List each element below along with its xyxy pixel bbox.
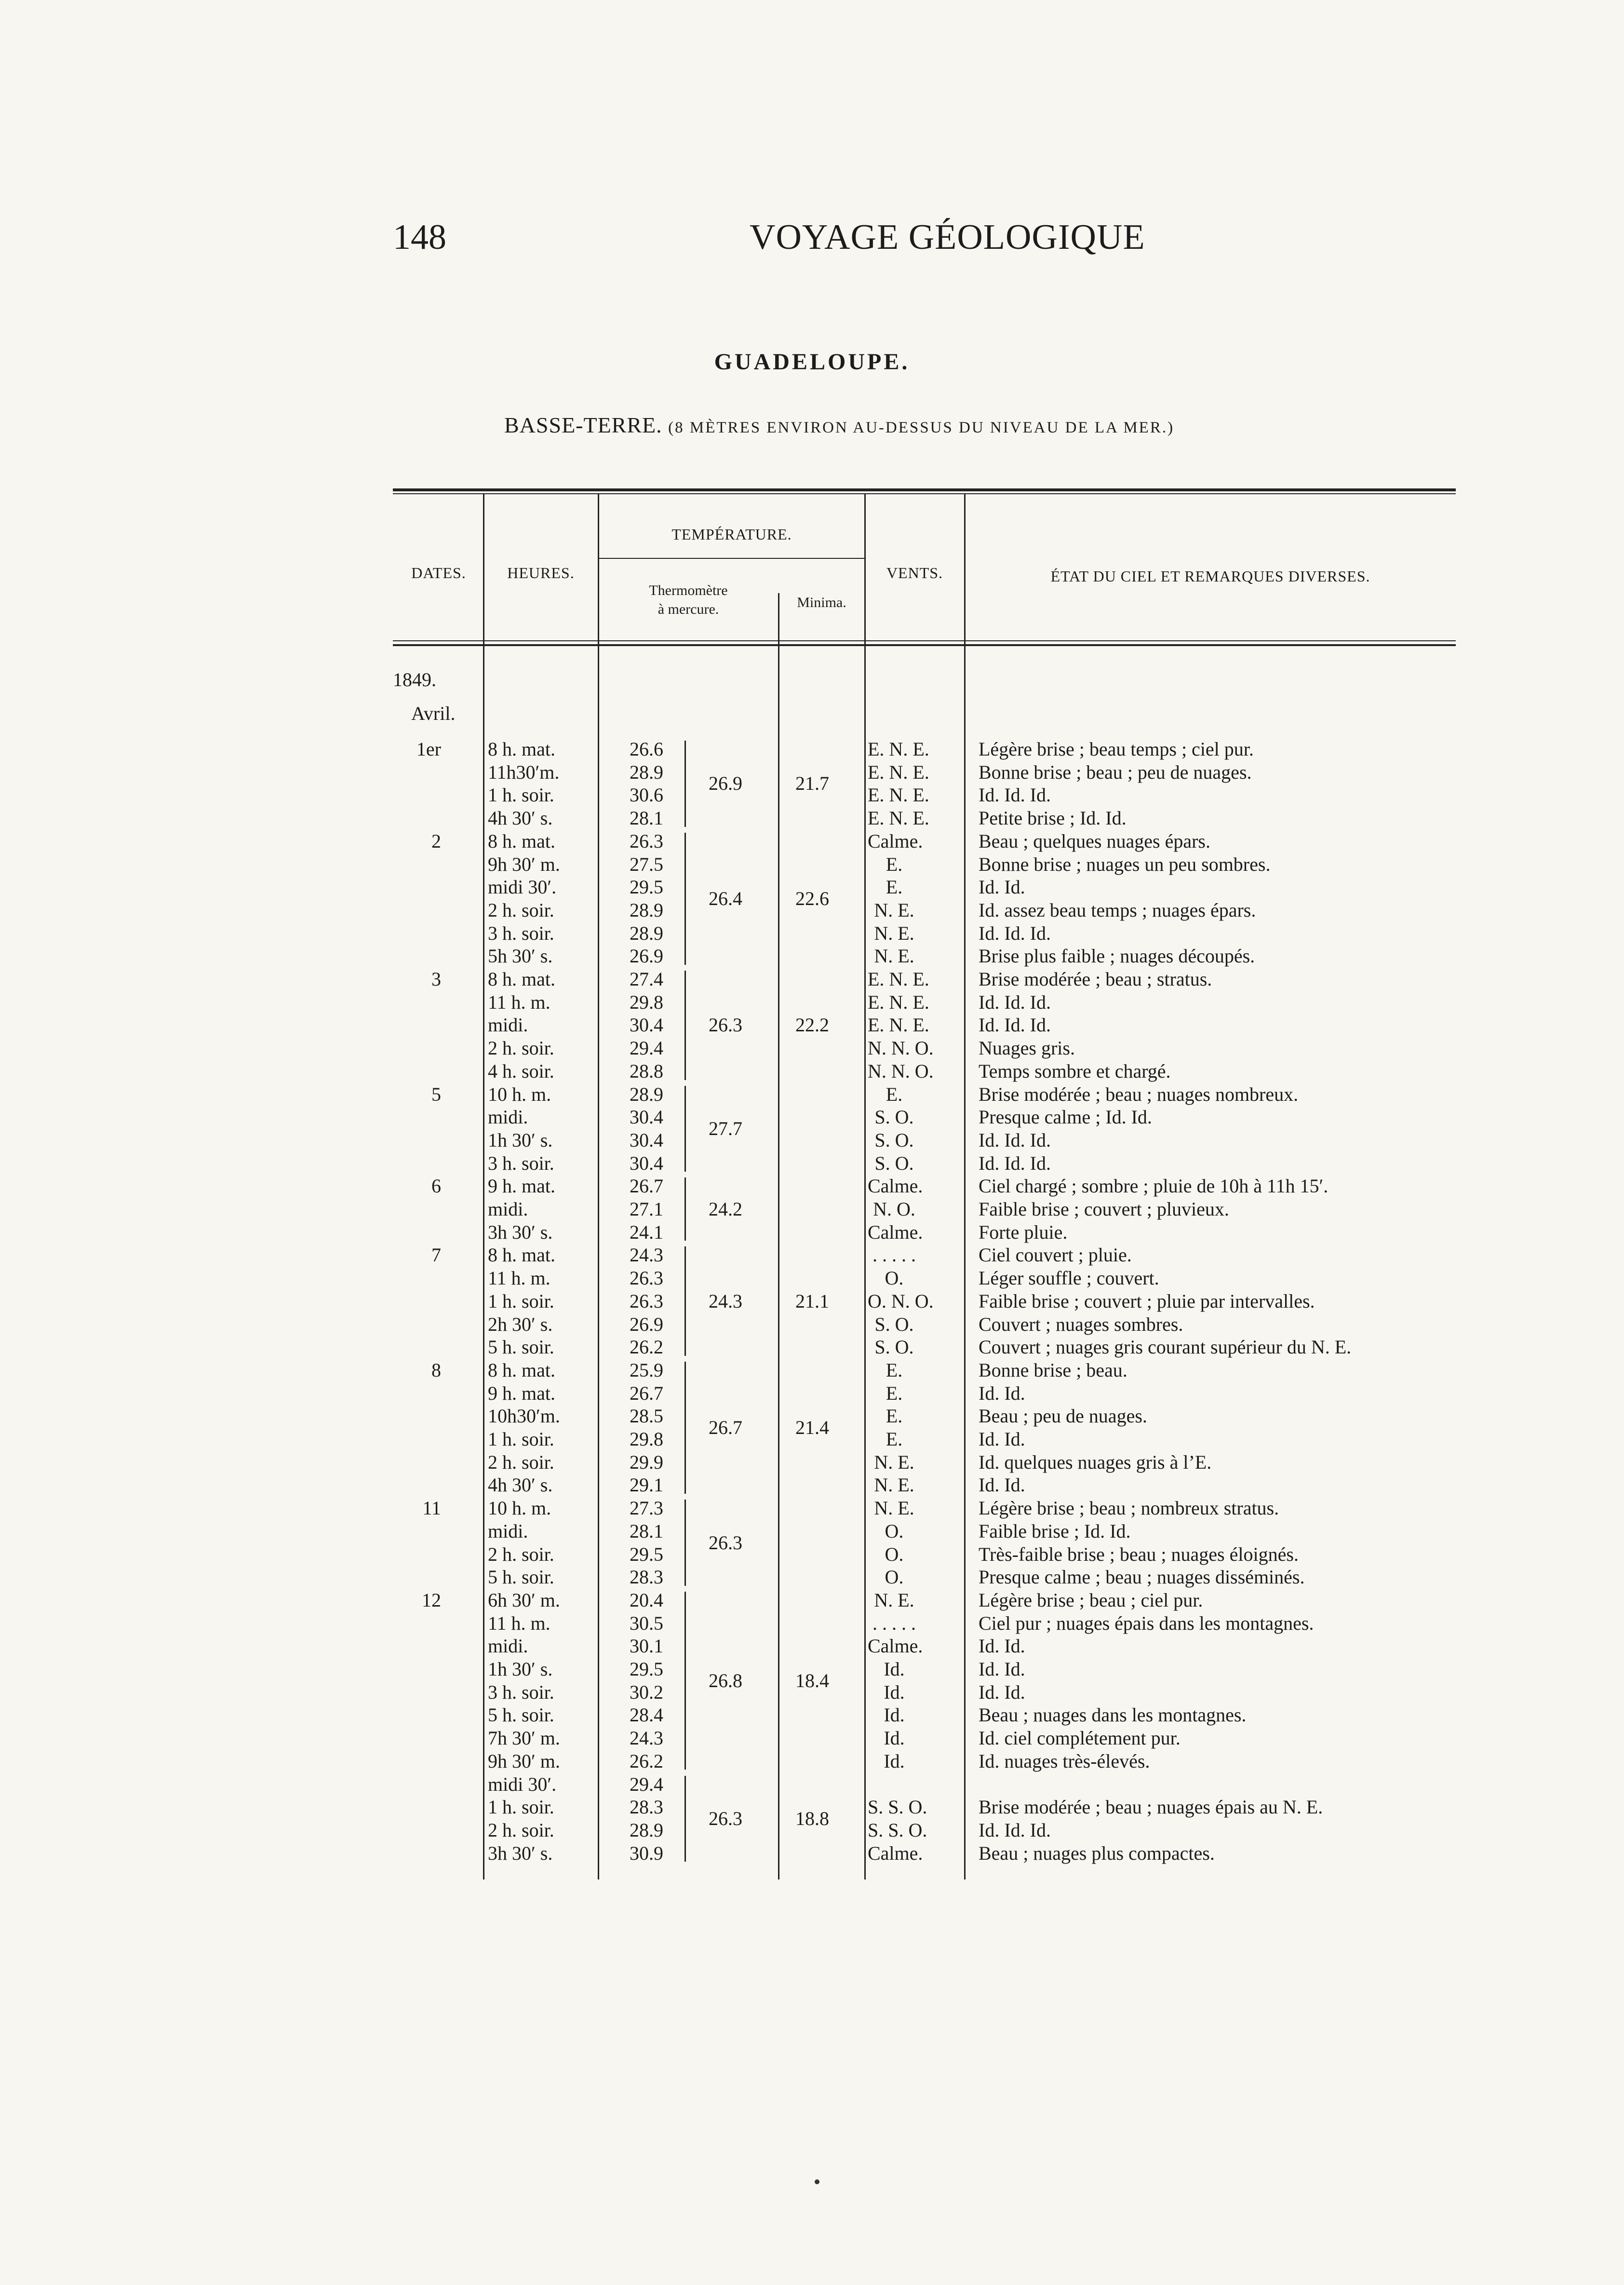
month-label: Avril. bbox=[411, 703, 456, 724]
row-thermometre: 28.8 bbox=[630, 1060, 663, 1082]
row-vent: Id. bbox=[884, 1727, 905, 1749]
day-mean-temperature: 26.3 bbox=[709, 1531, 742, 1554]
row-etat: Id. Id. Id. bbox=[979, 784, 1051, 806]
row-thermometre: 29.1 bbox=[630, 1474, 663, 1496]
row-thermometre: 30.2 bbox=[630, 1681, 663, 1703]
row-heure: 8 h. mat. bbox=[488, 830, 555, 852]
row-heure: midi. bbox=[488, 1014, 528, 1036]
day-brace bbox=[684, 1500, 693, 1586]
row-thermometre: 29.4 bbox=[630, 1037, 663, 1059]
row-thermometre: 26.2 bbox=[630, 1336, 663, 1358]
row-etat: Petite brise ; Id. Id. bbox=[979, 807, 1127, 829]
row-thermometre: 30.9 bbox=[630, 1842, 663, 1864]
page-title: VOYAGE GÉOLOGIQUE bbox=[750, 217, 1145, 257]
row-thermometre: 24.3 bbox=[630, 1244, 663, 1266]
header-vents: VENTS. bbox=[886, 564, 943, 581]
row-date: 2 bbox=[431, 830, 441, 852]
header-thermometre-line2: à mercure. bbox=[658, 601, 719, 617]
row-thermometre: 26.3 bbox=[630, 1267, 663, 1289]
day-brace bbox=[684, 833, 693, 965]
row-heure: 3 h. soir. bbox=[488, 1152, 554, 1174]
row-vent: N. E. bbox=[874, 922, 914, 944]
day-mean-temperature: 24.3 bbox=[709, 1290, 742, 1312]
header-dates: DATES. bbox=[411, 564, 466, 581]
row-heure: 1 h. soir. bbox=[488, 1796, 554, 1818]
col-rule-minima bbox=[864, 494, 866, 1879]
row-vent: Calme. bbox=[868, 1175, 923, 1197]
row-etat: Id. Id. Id. bbox=[979, 1152, 1051, 1174]
row-heure: 11 h. m. bbox=[488, 991, 550, 1013]
header-minima: Minima. bbox=[797, 595, 846, 610]
row-heure: 9h 30′ m. bbox=[488, 853, 560, 875]
row-etat: Légère brise ; beau temps ; ciel pur. bbox=[979, 738, 1254, 760]
row-thermometre: 30.4 bbox=[630, 1014, 663, 1036]
row-vent: S. O. bbox=[874, 1152, 914, 1174]
row-etat: Faible brise ; couvert ; pluvieux. bbox=[979, 1198, 1229, 1220]
row-heure: 5 h. soir. bbox=[488, 1336, 554, 1358]
row-etat: Léger souffle ; couvert. bbox=[979, 1267, 1159, 1289]
row-heure: 7h 30′ m. bbox=[488, 1727, 560, 1749]
sublocation-detail: (8 MÈTRES ENVIRON AU-DESSUS DU NIVEAU DE LA MER.) bbox=[668, 419, 1175, 436]
row-thermometre: 26.3 bbox=[630, 1290, 663, 1312]
row-heure: 1 h. soir. bbox=[488, 784, 554, 806]
row-heure: midi 30′. bbox=[488, 876, 557, 898]
row-vent: Calme. bbox=[868, 830, 923, 852]
sublocation-heading bbox=[504, 412, 1174, 438]
col-rule-therm bbox=[778, 593, 779, 1879]
row-etat: Très-faible brise ; beau ; nuages éloignés. bbox=[979, 1543, 1299, 1565]
page-mark bbox=[815, 2179, 819, 2184]
row-heure: midi. bbox=[488, 1635, 528, 1657]
row-vent: E. bbox=[886, 1083, 903, 1105]
header-heures: HEURES. bbox=[507, 564, 575, 581]
row-vent: E. N. E. bbox=[868, 968, 929, 990]
row-thermometre: 29.5 bbox=[630, 876, 663, 898]
row-heure: 5 h. soir. bbox=[488, 1704, 554, 1726]
row-vent: O. N. O. bbox=[868, 1290, 934, 1312]
temperature-brace-rule bbox=[598, 558, 865, 559]
row-heure: 8 h. mat. bbox=[488, 1359, 555, 1381]
row-vent: E. N. E. bbox=[868, 738, 929, 760]
day-mean-temperature: 26.7 bbox=[709, 1417, 742, 1438]
row-vent: Id. bbox=[884, 1681, 905, 1703]
row-thermometre: 26.9 bbox=[630, 945, 663, 967]
row-thermometre: 28.9 bbox=[630, 1083, 663, 1105]
header-temperature: TEMPÉRATURE. bbox=[671, 526, 792, 543]
row-heure: 3h 30′ s. bbox=[488, 1221, 553, 1243]
row-heure: 10 h. m. bbox=[488, 1083, 551, 1105]
row-thermometre: 30.4 bbox=[630, 1106, 663, 1128]
row-thermometre: 30.4 bbox=[630, 1129, 663, 1151]
row-heure: 10 h. m. bbox=[488, 1497, 551, 1519]
row-etat: Nuages gris. bbox=[979, 1037, 1075, 1059]
row-thermometre: 20.4 bbox=[630, 1589, 663, 1611]
row-etat: Id. Id. bbox=[979, 1681, 1025, 1703]
row-vent: N. E. bbox=[874, 1451, 914, 1473]
row-thermometre: 26.9 bbox=[630, 1313, 663, 1335]
row-heure: 8 h. mat. bbox=[488, 738, 555, 760]
row-heure: midi. bbox=[488, 1520, 528, 1542]
row-vent: E. bbox=[886, 853, 903, 875]
row-thermometre: 28.9 bbox=[630, 1819, 663, 1841]
row-thermometre: 30.5 bbox=[630, 1612, 663, 1634]
row-date: 8 bbox=[431, 1359, 441, 1381]
row-heure: 9h 30′ m. bbox=[488, 1750, 560, 1772]
row-thermometre: 30.6 bbox=[630, 784, 663, 806]
row-etat: Beau ; peu de nuages. bbox=[979, 1405, 1147, 1427]
row-vent: S. S. O. bbox=[868, 1796, 927, 1818]
row-etat: Id. Id. Id. bbox=[979, 1129, 1051, 1151]
sublocation-main: BASSE-TERRE. bbox=[504, 413, 662, 437]
row-thermometre: 28.9 bbox=[630, 922, 663, 944]
row-vent: S. O. bbox=[874, 1336, 914, 1358]
row-heure: 3 h. soir. bbox=[488, 1681, 554, 1703]
row-thermometre: 29.5 bbox=[630, 1543, 663, 1565]
row-date: 3 bbox=[431, 968, 441, 990]
row-etat: Id. Id. bbox=[979, 1658, 1025, 1680]
header-bottom-rule bbox=[393, 644, 1456, 646]
row-heure: 4h 30′ s. bbox=[488, 1474, 553, 1496]
row-thermometre: 29.9 bbox=[630, 1451, 663, 1473]
location-heading: GUADELOUPE. bbox=[714, 349, 910, 375]
row-vent: Id. bbox=[884, 1658, 905, 1680]
day-brace bbox=[684, 1592, 693, 1770]
row-thermometre: 29.5 bbox=[630, 1658, 663, 1680]
row-heure: 3 h. soir. bbox=[488, 922, 554, 944]
row-date: 11 bbox=[422, 1497, 441, 1519]
year-label: 1849. bbox=[393, 669, 436, 690]
row-date: 12 bbox=[422, 1589, 441, 1611]
row-thermometre: 28.1 bbox=[630, 807, 663, 829]
row-vent: Id. bbox=[884, 1750, 905, 1772]
row-vent: E. bbox=[886, 876, 903, 898]
row-etat: Id. Id. Id. bbox=[979, 922, 1051, 944]
row-heure: 11 h. m. bbox=[488, 1612, 550, 1634]
row-vent: . . . . . bbox=[872, 1244, 916, 1266]
row-heure: 3h 30′ s. bbox=[488, 1842, 553, 1864]
row-vent: E. N. E. bbox=[868, 1014, 929, 1036]
row-heure: 4 h. soir. bbox=[488, 1060, 554, 1082]
row-etat: Couvert ; nuages sombres. bbox=[979, 1313, 1183, 1335]
day-mean-temperature: 26.8 bbox=[709, 1669, 742, 1691]
row-vent: O. bbox=[885, 1520, 904, 1542]
row-vent: E. N. E. bbox=[868, 807, 929, 829]
table-top-rule bbox=[393, 488, 1456, 491]
row-etat: Id. quelques nuages gris à l’E. bbox=[979, 1451, 1212, 1473]
row-vent: O. bbox=[885, 1267, 904, 1289]
row-thermometre: 27.3 bbox=[630, 1497, 663, 1519]
row-vent: S. O. bbox=[874, 1106, 914, 1128]
row-heure: 1 h. soir. bbox=[488, 1428, 554, 1450]
row-vent: N. N. O. bbox=[868, 1037, 934, 1059]
row-heure: 10h30′m. bbox=[488, 1405, 560, 1427]
row-etat: Presque calme ; Id. Id. bbox=[979, 1106, 1152, 1128]
row-etat: Bonne brise ; beau. bbox=[979, 1359, 1127, 1381]
row-thermometre: 29.4 bbox=[630, 1773, 663, 1795]
row-thermometre: 26.2 bbox=[630, 1750, 663, 1772]
row-heure: 9 h. mat. bbox=[488, 1175, 555, 1197]
row-vent: S. S. O. bbox=[868, 1819, 927, 1841]
row-etat: Brise modérée ; beau ; nuages nombreux. bbox=[979, 1083, 1299, 1105]
row-etat: Id. Id. bbox=[979, 1635, 1025, 1657]
row-vent: E. N. E. bbox=[868, 761, 929, 783]
row-heure: 2 h. soir. bbox=[488, 1819, 554, 1841]
row-heure: midi 30′. bbox=[488, 1773, 557, 1795]
row-heure: 1h 30′ s. bbox=[488, 1129, 553, 1151]
row-thermometre: 26.7 bbox=[630, 1382, 663, 1404]
row-thermometre: 28.3 bbox=[630, 1796, 663, 1818]
row-thermometre: 27.1 bbox=[630, 1198, 663, 1220]
row-heure: 5h 30′ s. bbox=[488, 945, 553, 967]
row-etat: Id. ciel complétement pur. bbox=[979, 1727, 1181, 1749]
row-thermometre: 24.3 bbox=[630, 1727, 663, 1749]
row-etat: Beau ; nuages plus compactes. bbox=[979, 1842, 1215, 1864]
row-thermometre: 30.1 bbox=[630, 1635, 663, 1657]
row-thermometre: 24.1 bbox=[630, 1221, 663, 1243]
header-thermometre-line1: Thermomètre bbox=[649, 582, 728, 598]
row-heure: 6h 30′ m. bbox=[488, 1589, 560, 1611]
row-thermometre: 26.6 bbox=[630, 738, 663, 760]
row-heure: 11h30′m. bbox=[488, 761, 560, 783]
row-vent: S. O. bbox=[874, 1129, 914, 1151]
row-vent: O. bbox=[885, 1566, 904, 1588]
row-etat: Id. Id. Id. bbox=[979, 991, 1051, 1013]
row-vent: . . . . . bbox=[872, 1612, 916, 1634]
row-vent: S. O. bbox=[874, 1313, 914, 1335]
row-vent: N. N. O. bbox=[868, 1060, 934, 1082]
day-brace bbox=[684, 1362, 693, 1494]
row-date: 5 bbox=[431, 1083, 441, 1105]
day-minimum-temperature: 21.7 bbox=[795, 772, 829, 795]
row-etat: Id. Id. bbox=[979, 876, 1025, 898]
row-vent: E. bbox=[886, 1382, 903, 1404]
row-vent: N. E. bbox=[874, 945, 914, 967]
row-etat: Brise modérée ; beau ; stratus. bbox=[979, 968, 1212, 990]
day-minimum-temperature: 22.6 bbox=[795, 887, 829, 909]
row-etat: Bonne brise ; beau ; peu de nuages. bbox=[979, 761, 1252, 783]
row-date: 7 bbox=[431, 1244, 441, 1266]
row-thermometre: 29.8 bbox=[630, 991, 663, 1013]
header-thermometre bbox=[599, 581, 778, 619]
row-vent: E. N. E. bbox=[868, 991, 929, 1013]
day-minimum-temperature: 21.4 bbox=[795, 1417, 829, 1438]
row-thermometre: 29.8 bbox=[630, 1428, 663, 1450]
day-mean-temperature: 26.4 bbox=[709, 887, 742, 909]
row-vent: E. bbox=[886, 1428, 903, 1450]
row-etat: Beau ; nuages dans les montagnes. bbox=[979, 1704, 1247, 1726]
row-etat: Id. nuages très-élevés. bbox=[979, 1750, 1150, 1772]
row-heure: 4h 30′ s. bbox=[488, 807, 553, 829]
row-etat: Brise plus faible ; nuages découpés. bbox=[979, 945, 1255, 967]
row-etat: Id. Id. bbox=[979, 1428, 1025, 1450]
row-heure: 2 h. soir. bbox=[488, 1543, 554, 1565]
row-thermometre: 27.4 bbox=[630, 968, 663, 990]
row-heure: 2 h. soir. bbox=[488, 1037, 554, 1059]
day-mean-temperature: 26.3 bbox=[709, 1014, 742, 1036]
row-thermometre: 30.4 bbox=[630, 1152, 663, 1174]
row-thermometre: 28.4 bbox=[630, 1704, 663, 1726]
row-vent: E. N. E. bbox=[868, 784, 929, 806]
page-number: 148 bbox=[393, 217, 446, 257]
row-etat: Faible brise ; Id. Id. bbox=[979, 1520, 1131, 1542]
row-vent: E. bbox=[886, 1359, 903, 1381]
col-rule-heures bbox=[598, 494, 599, 1879]
day-mean-temperature: 26.3 bbox=[709, 1807, 742, 1829]
table-top-rule-thin bbox=[393, 493, 1456, 494]
row-thermometre: 27.5 bbox=[630, 853, 663, 875]
row-etat: Brise modérée ; beau ; nuages épais au N. E. bbox=[979, 1796, 1323, 1818]
row-vent: N. E. bbox=[874, 1474, 914, 1496]
day-mean-temperature: 26.9 bbox=[709, 772, 742, 795]
row-heure: 1h 30′ s. bbox=[488, 1658, 553, 1680]
row-thermometre: 28.3 bbox=[630, 1566, 663, 1588]
row-thermometre: 28.1 bbox=[630, 1520, 663, 1542]
row-heure: midi. bbox=[488, 1198, 528, 1220]
header-bottom-rule-thin bbox=[393, 640, 1456, 641]
row-heure: 2h 30′ s. bbox=[488, 1313, 553, 1335]
row-etat: Forte pluie. bbox=[979, 1221, 1068, 1243]
row-heure: 2 h. soir. bbox=[488, 899, 554, 921]
row-thermometre: 26.3 bbox=[630, 830, 663, 852]
day-brace bbox=[684, 1776, 693, 1862]
row-etat: Id. Id. Id. bbox=[979, 1819, 1051, 1841]
day-brace bbox=[684, 741, 693, 827]
row-heure: 9 h. mat. bbox=[488, 1382, 555, 1404]
day-mean-temperature: 27.7 bbox=[709, 1117, 742, 1139]
day-brace bbox=[684, 971, 693, 1080]
row-vent: N. O. bbox=[873, 1198, 915, 1220]
row-thermometre: 28.5 bbox=[630, 1405, 663, 1427]
day-brace bbox=[684, 1086, 693, 1172]
row-etat: Ciel couvert ; pluie. bbox=[979, 1244, 1132, 1266]
row-vent: N. E. bbox=[874, 1497, 914, 1519]
row-vent: Calme. bbox=[868, 1635, 923, 1657]
row-heure: 2 h. soir. bbox=[488, 1451, 554, 1473]
header-etat: ÉTAT DU CIEL ET REMARQUES DIVERSES. bbox=[1050, 568, 1370, 585]
row-heure: 8 h. mat. bbox=[488, 968, 555, 990]
row-etat: Id. Id. Id. bbox=[979, 1014, 1051, 1036]
row-vent: Calme. bbox=[868, 1221, 923, 1243]
day-mean-temperature: 24.2 bbox=[709, 1198, 742, 1220]
day-minimum-temperature: 21.1 bbox=[795, 1290, 829, 1312]
row-etat: Id. assez beau temps ; nuages épars. bbox=[979, 899, 1256, 921]
day-brace bbox=[684, 1246, 693, 1356]
row-thermometre: 28.9 bbox=[630, 899, 663, 921]
row-vent: N. E. bbox=[874, 899, 914, 921]
row-etat: Beau ; quelques nuages épars. bbox=[979, 830, 1210, 852]
row-vent: Id. bbox=[884, 1704, 905, 1726]
col-rule-vents bbox=[964, 494, 966, 1879]
row-etat: Ciel chargé ; sombre ; pluie de 10h à 11h 15′. bbox=[979, 1175, 1329, 1197]
row-etat: Légère brise ; beau ; nombreux stratus. bbox=[979, 1497, 1279, 1519]
row-heure: midi. bbox=[488, 1106, 528, 1128]
row-thermometre: 26.7 bbox=[630, 1175, 663, 1197]
row-etat: Presque calme ; beau ; nuages disséminés. bbox=[979, 1566, 1305, 1588]
day-minimum-temperature: 18.8 bbox=[795, 1807, 829, 1829]
row-etat: Faible brise ; couvert ; pluie par intervalles. bbox=[979, 1290, 1315, 1312]
row-etat: Bonne brise ; nuages un peu sombres. bbox=[979, 853, 1271, 875]
day-brace bbox=[684, 1177, 693, 1241]
row-etat: Id. Id. bbox=[979, 1474, 1025, 1496]
row-vent: O. bbox=[885, 1543, 904, 1565]
row-date: 6 bbox=[431, 1175, 441, 1197]
row-etat: Ciel pur ; nuages épais dans les montagnes. bbox=[979, 1612, 1314, 1634]
row-vent: E. bbox=[886, 1405, 903, 1427]
row-vent: N. E. bbox=[874, 1589, 914, 1611]
day-minimum-temperature: 18.4 bbox=[795, 1669, 829, 1691]
row-heure: 8 h. mat. bbox=[488, 1244, 555, 1266]
row-etat: Temps sombre et chargé. bbox=[979, 1060, 1171, 1082]
row-etat: Id. Id. bbox=[979, 1382, 1025, 1404]
row-heure: 1 h. soir. bbox=[488, 1290, 554, 1312]
day-minimum-temperature: 22.2 bbox=[795, 1014, 829, 1036]
row-etat: Couvert ; nuages gris courant supérieur du N. E. bbox=[979, 1336, 1352, 1358]
col-rule-dates bbox=[483, 494, 484, 1879]
row-thermometre: 28.9 bbox=[630, 761, 663, 783]
row-etat: Légère brise ; beau ; ciel pur. bbox=[979, 1589, 1203, 1611]
row-thermometre: 25.9 bbox=[630, 1359, 663, 1381]
row-vent: Calme. bbox=[868, 1842, 923, 1864]
row-heure: 11 h. m. bbox=[488, 1267, 550, 1289]
row-date: 1er bbox=[416, 738, 441, 760]
row-heure: 5 h. soir. bbox=[488, 1566, 554, 1588]
